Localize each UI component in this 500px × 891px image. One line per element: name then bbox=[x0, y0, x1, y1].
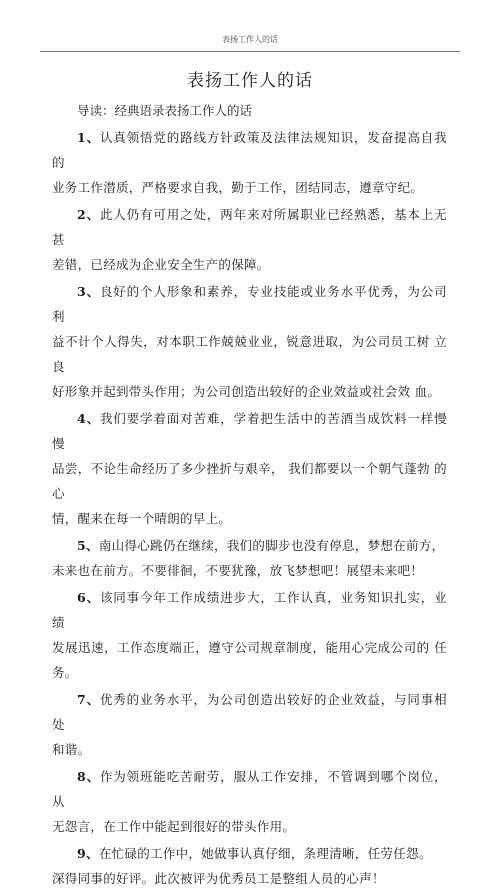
paragraph-text: 无怨言，在工作中能起到很好的带头作用。 bbox=[52, 819, 296, 834]
paragraph-line bbox=[52, 202, 447, 252]
paragraph-text: 和谐。 bbox=[52, 742, 91, 757]
paragraph bbox=[52, 687, 447, 762]
paragraph-line bbox=[52, 841, 447, 866]
paragraph-line bbox=[52, 585, 447, 635]
paragraph-text: 优秀的业务水平，为公司创造出较好的企业效益，与同事相 处 bbox=[52, 692, 447, 732]
paragraph-text: 差错，已经成为企业安全生产的保障。 bbox=[52, 257, 270, 272]
paragraph-line bbox=[52, 558, 447, 583]
paragraph-number: 2、 bbox=[77, 207, 100, 222]
paragraph-text: 未来也在前方。不要徘徊，不要犹豫，放飞梦想吧！展望未来吧！ bbox=[52, 563, 424, 578]
paragraph bbox=[52, 585, 447, 685]
running-header: 表扬工作人的话 bbox=[222, 35, 278, 44]
paragraph-line bbox=[52, 687, 447, 737]
paragraph-text: 认真领悟党的路线方针政策及法律法规知识，发奋提高自我 的 bbox=[52, 130, 447, 170]
paragraph-line bbox=[52, 252, 447, 277]
paragraph-line bbox=[52, 175, 447, 200]
paragraph-text: 发展迅速，工作态度端正，遵守公司规章制度，能用心完成公司的 任务。 bbox=[52, 640, 447, 680]
paragraph-line bbox=[52, 764, 447, 814]
paragraph-line bbox=[52, 737, 447, 762]
paragraph-list bbox=[52, 125, 447, 891]
paragraph-text: 作为领班能吃苦耐劳，服从工作安排，不管调到哪个岗位， 从 bbox=[52, 769, 447, 809]
paragraph-text: 此人仍有可用之处，两年来对所属职业已经熟悉，基本上无 甚 bbox=[52, 207, 447, 247]
paragraph-line bbox=[52, 866, 447, 891]
paragraph-text: 好形象并起到带头作用；为公司创造出较好的企业效益或社会效 血。 bbox=[52, 384, 441, 399]
paragraph-text: 该同事今年工作成绩进步大，工作认真，业务知识扎实，业 绩 bbox=[52, 590, 447, 630]
paragraph bbox=[52, 406, 447, 531]
paragraph-text: 益不计个人得失，对本职工作兢兢业业，锐意进取，为公司员工树 立良 bbox=[52, 334, 447, 374]
paragraph-number: 7、 bbox=[77, 692, 100, 707]
paragraph bbox=[52, 125, 447, 200]
paragraph-number: 3、 bbox=[77, 284, 100, 299]
paragraph-number: 5、 bbox=[77, 538, 99, 553]
paragraph-line bbox=[52, 814, 447, 839]
paragraph-text: 我们要学着面对苦难，学着把生活中的苦酒当成饮料一样慢 慢 bbox=[52, 411, 447, 451]
paragraph-number: 6、 bbox=[77, 590, 100, 605]
paragraph-line bbox=[52, 329, 447, 379]
paragraph-text: 良好的个人形象和素养，专业技能或业务水平优秀，为公司 利 bbox=[52, 284, 447, 324]
paragraph-line bbox=[52, 635, 447, 685]
paragraph-text: 情，醒来在每一个晴朗的早上。 bbox=[52, 511, 232, 526]
paragraph-line bbox=[52, 279, 447, 329]
paragraph-line bbox=[52, 125, 447, 175]
paragraph-text: 业务工作潜质，严格要求自我，勤于工作，团结同志，遵章守纪。 bbox=[52, 180, 424, 195]
paragraph-text: 品尝，不论生命经历了多少挫折与艰辛， 我们都要以一个朝气蓬勃 的心 bbox=[52, 461, 447, 501]
paragraph-text: 深得同事的好评。此次被评为优秀员工是整组人员的心声！ bbox=[52, 871, 385, 886]
header-rule bbox=[40, 51, 460, 52]
paragraph-number: 9、 bbox=[77, 846, 99, 861]
paragraph-number: 1、 bbox=[77, 130, 100, 145]
paragraph-line bbox=[52, 406, 447, 456]
paragraph bbox=[52, 202, 447, 277]
paragraph-text: 南山得心跳仍在继续，我们的脚步也没有停息，梦想在前方， bbox=[98, 538, 445, 553]
paragraph-line bbox=[52, 379, 447, 404]
paragraph bbox=[52, 279, 447, 404]
paragraph-text: 在忙碌的工作中，她做事认真仔细，条理清晰，任劳任怨。 bbox=[98, 846, 432, 861]
intro-line: 导读：经典语录表扬工作人的话 bbox=[77, 103, 253, 118]
paragraph-number: 8、 bbox=[77, 769, 100, 784]
document-title: 表扬工作人的话 bbox=[187, 71, 313, 91]
paragraph-number: 4、 bbox=[77, 411, 100, 426]
paragraph bbox=[52, 533, 447, 583]
document-body bbox=[52, 98, 447, 891]
paragraph bbox=[52, 841, 447, 891]
paragraph bbox=[52, 764, 447, 839]
paragraph-line bbox=[52, 456, 447, 506]
paragraph-line bbox=[52, 506, 447, 531]
paragraph-line bbox=[52, 533, 447, 558]
